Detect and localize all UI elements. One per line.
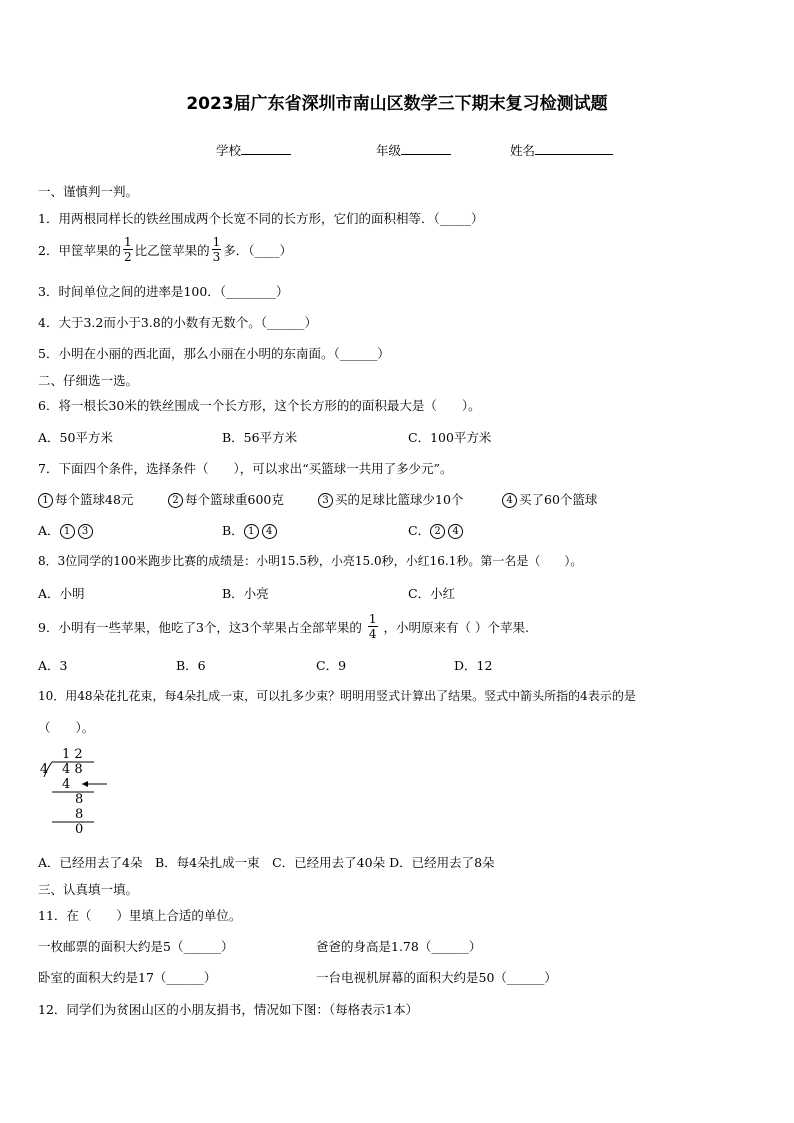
q9-option-a: A．3 [38, 658, 68, 673]
name-field [510, 141, 613, 159]
quotient: 1 2 [62, 747, 83, 762]
school-field [216, 141, 291, 159]
condition-4: 4 买了60个篮球 [502, 490, 597, 508]
q11-item-height: 爸爸的身高是1.78（______） [316, 939, 482, 954]
divisor: 4 [40, 762, 49, 777]
question-2 [38, 235, 292, 264]
step-product-2: 8 [75, 807, 84, 822]
name-blank [535, 142, 613, 155]
school-blank [241, 142, 291, 155]
q6-option-b: B．56平方米 [222, 430, 298, 445]
question-9-part-b: ，小明原来有（ ）个苹果. [383, 619, 529, 635]
fraction-one-third: $\frac{1}{3}$ [212, 235, 221, 264]
question-9-part-a: 9．小明有一些苹果，他吃了3个，这3个苹果占全部苹果的 [38, 619, 362, 635]
condition-2: 2 每个篮球重600克 [168, 490, 284, 508]
q7-option-a: A． 1 3 [38, 521, 95, 539]
q8-option-c: C．小红 [408, 586, 456, 601]
question-8: 8．3位同学的100米跑步比赛的成绩是：小明15.5秒，小亮15.0秒，小红16.1秒。第一名是（ ）。 [38, 554, 583, 568]
q11-item-stamp: 一枚邮票的面积大约是5（______） [38, 939, 234, 954]
q11-item-tv: 一台电视机屏幕的面积大约是50（______） [316, 970, 557, 985]
condition-1: 1 每个篮球48元 [38, 490, 133, 508]
question-4: 4．大于3.2而小于3.8的小数有无数个。（______） [38, 315, 317, 330]
question-12: 12．同学们为贫困山区的小朋友捐书，情况如下图：（每格表示1本） [38, 1002, 419, 1017]
q10-options: A．已经用去了4朵 B．每4朵扎成一束 C．已经用去了40朵 D．已经用去了8朵 [38, 855, 495, 870]
question-11: 11．在（ ）里填上合适的单位。 [38, 908, 242, 923]
school-label: 学校 [216, 143, 242, 158]
step-remainder-1: 8 [75, 792, 84, 807]
condition-3: 3 买的足球比篮球少10个 [318, 490, 463, 508]
fraction-one-quarter: $\frac{1}{4}$ [368, 612, 377, 641]
q7-option-c: C． 2 4 [408, 521, 465, 539]
question-10: 10．用48朵花扎花束，每4朵扎成一束，可以扎多少束？明明用竖式计算出了结果。竖式中箭头所指的4表示的是 [38, 689, 636, 703]
section-1-heading: 一、谨慎判一判。 [38, 184, 139, 199]
question-2-part-b: 比乙筐苹果的 [134, 242, 210, 258]
question-7: 7．下面四个条件，选择条件（ ），可以求出“买篮球一共用了多少元”。 [38, 461, 453, 476]
question-10-blank: （ ）。 [38, 720, 95, 735]
q9-option-c: C．9 [316, 658, 347, 673]
grade-label: 年级 [376, 143, 402, 158]
question-3: 3．时间单位之间的进率是100．（________） [38, 284, 289, 299]
long-division-diagram [30, 745, 120, 837]
question-2-part-c: 多．（____） [223, 242, 293, 258]
q8-option-b: B．小亮 [222, 586, 269, 601]
section-2-heading: 二、仔细选一选。 [38, 373, 139, 388]
q11-item-bedroom: 卧室的面积大约是17（______） [38, 970, 217, 985]
question-6: 6．将一根长30米的铁丝围成一个长方形，这个长方形的的面积最大是（ ）。 [38, 398, 481, 413]
q9-option-b: B．6 [176, 658, 206, 673]
section-3-heading: 三、认真填一填。 [38, 882, 139, 897]
page-title: 2023届广东省深圳市南山区数学三下期末复习检测试题 [186, 94, 608, 114]
q9-option-d: D．12 [454, 658, 493, 673]
q6-option-a: A．50平方米 [38, 430, 113, 445]
q8-option-a: A．小明 [38, 586, 85, 601]
question-1: 1．用两根同样长的铁丝围成两个长宽不同的长方形，它们的面积相等．（_____） [38, 211, 484, 226]
question-5: 5．小明在小丽的西北面，那么小丽在小明的东南面。（______） [38, 346, 390, 361]
step-remainder-2: 0 [75, 822, 84, 837]
q7-option-b: B． 1 4 [222, 521, 279, 539]
step-product-1: 4 [62, 777, 71, 792]
grade-blank [401, 142, 451, 155]
q6-option-c: C．100平方米 [408, 430, 492, 445]
grade-field [376, 141, 451, 159]
fraction-one-half: $\frac{1}{2}$ [123, 235, 132, 264]
question-2-part-a: 2．甲筐苹果的 [38, 242, 121, 258]
question-9 [38, 612, 529, 641]
dividend: 4 8 [62, 762, 83, 777]
name-label: 姓名 [510, 143, 536, 158]
